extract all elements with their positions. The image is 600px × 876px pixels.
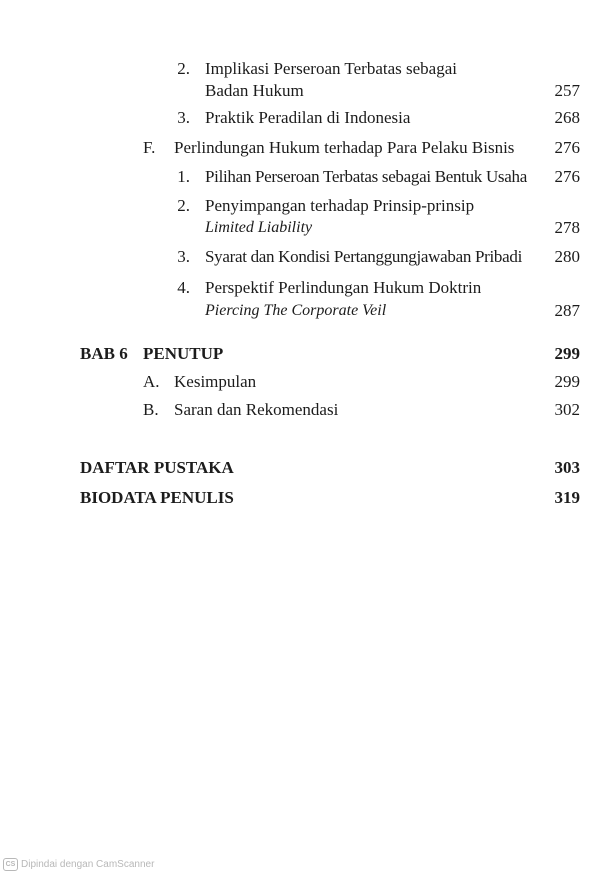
- toc-entry-f2-page: 278: [554, 218, 580, 237]
- toc-entry-b-page: 302: [554, 400, 580, 419]
- toc-entry-f-title: Perlindungan Hukum terhadap Para Pelaku Bisnis: [174, 138, 515, 157]
- toc-entry-f3-number: 3.: [177, 247, 190, 266]
- toc-entry-f1-page: 276: [554, 167, 580, 186]
- toc-entry-b-letter: B.: [143, 400, 159, 419]
- toc-entry-f2-title-line2: Limited Liability: [205, 219, 313, 236]
- toc-entry-e2-title-line1: Implikasi Perseroan Terbatas sebagai: [205, 59, 457, 78]
- toc-entry-a-letter: A.: [143, 372, 160, 391]
- toc-entry-f3-title: Syarat dan Kondisi Pertanggungjawaban Pribadi: [205, 247, 522, 266]
- toc-entry-b-title: Saran dan Rekomendasi: [174, 400, 339, 419]
- toc-entry-f1-title: Pilihan Perseroan Terbatas sebagai Bentuk Usaha: [205, 167, 527, 186]
- toc-entry-a-page: 299: [554, 372, 580, 391]
- toc-entry-f3-page: 280: [554, 247, 580, 266]
- toc-entry-e3-title: Praktik Peradilan di Indonesia: [205, 108, 411, 127]
- toc-entry-f1-number: 1.: [177, 167, 190, 186]
- camscanner-watermark-text: Dipindai dengan CamScanner: [21, 859, 155, 870]
- toc-section-biodata-penulis-title: BIODATA PENULIS: [80, 488, 234, 507]
- toc-entry-f4-page: 287: [554, 301, 580, 320]
- camscanner-logo-icon: CS: [3, 858, 18, 871]
- toc-entry-f-page: 276: [554, 138, 580, 157]
- toc-chapter-bab6-label: BAB 6: [80, 344, 128, 363]
- toc-entry-e3-number: 3.: [177, 108, 190, 127]
- toc-entry-e2-title-line2: Badan Hukum: [205, 81, 304, 100]
- toc-entry-f4-title-line2: Piercing The Corporate Veil: [205, 302, 387, 319]
- toc-chapter-bab6-page: 299: [554, 344, 580, 363]
- toc-entry-f2-title-line1: Penyimpangan terhadap Prinsip-prinsip: [205, 196, 475, 215]
- camscanner-watermark: [3, 858, 154, 871]
- toc-entry-a-title: Kesimpulan: [174, 372, 257, 391]
- toc-entry-f2-number: 2.: [177, 196, 190, 215]
- toc-entry-f-letter: F.: [143, 138, 156, 157]
- toc-entry-f4-number: 4.: [177, 278, 190, 297]
- toc-section-daftar-pustaka-title: DAFTAR PUSTAKA: [80, 458, 234, 477]
- toc-entry-f4-title-line1: Perspektif Perlindungan Hukum Doktrin: [205, 278, 482, 297]
- toc-chapter-bab6-title: PENUTUP: [143, 344, 224, 363]
- toc-section-biodata-penulis-page: 319: [554, 488, 580, 507]
- toc-section-daftar-pustaka-page: 303: [554, 458, 580, 477]
- toc-entry-e3-page: 268: [554, 108, 580, 127]
- toc-entry-e2-page: 257: [554, 81, 580, 100]
- toc-entry-e2-number: 2.: [177, 59, 190, 78]
